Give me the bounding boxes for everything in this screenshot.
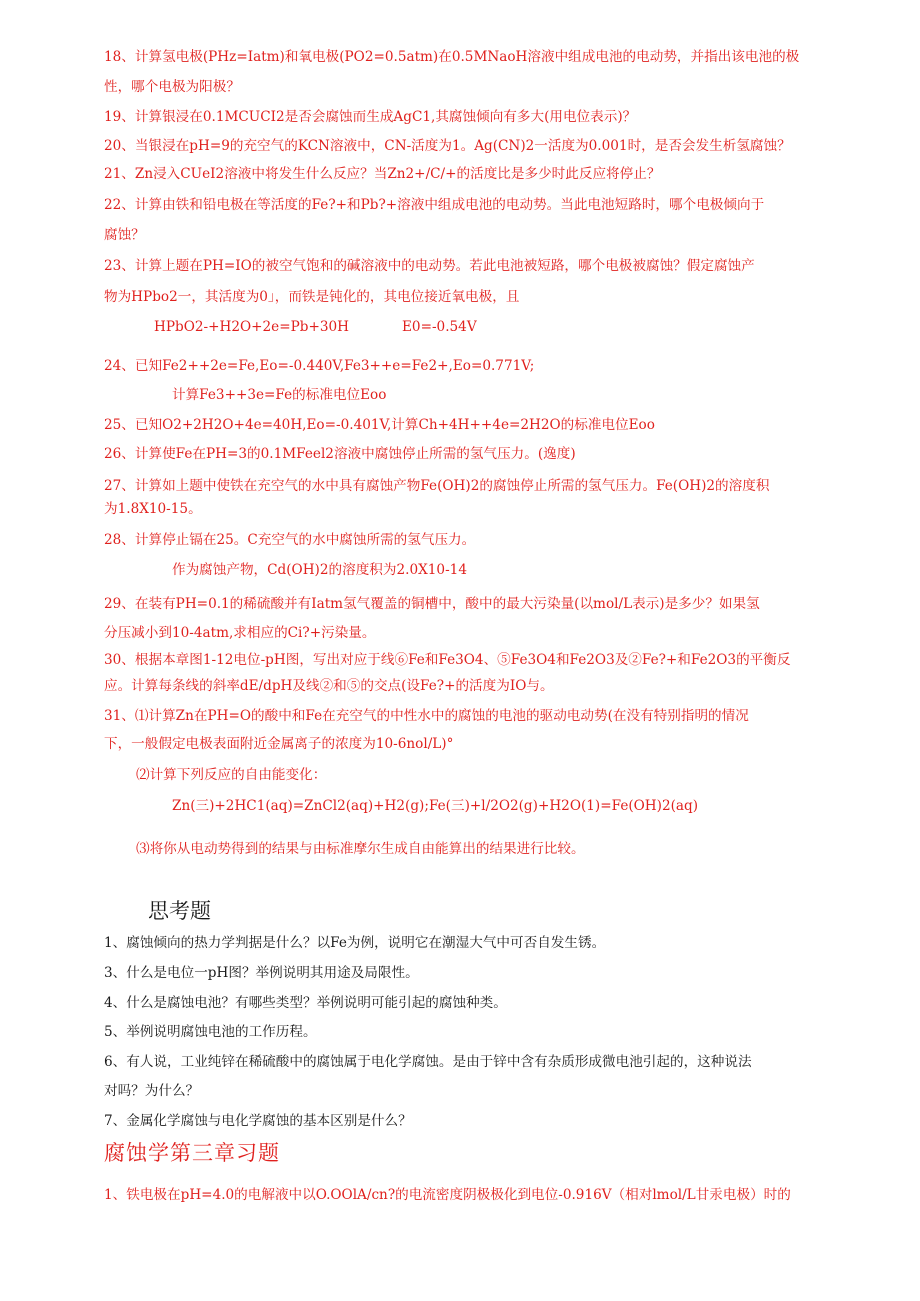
problem-23-line-2: 物为HPbo2一，其活度为0」，而铁是钝化的，其电位接近氧电极，且 (104, 289, 520, 305)
problem-20: 20、当银浸在pH=9的充空气的KCN溶液中，CN-活度为1。Ag(CN)2一活度为0.001时，是否会发生析氢腐蚀？ (104, 138, 791, 154)
problem-30-line-2: 应。计算每条线的斜率dE/dpH及线②和⑤的交点(设Fe?+的活度为IO与。 (104, 678, 554, 694)
problem-31-equation: Zn(三)+2HC1(aq)=ZnCl2(aq)+H2(g);Fe(三)+l/2O2(g)+H2O(1)=Fe(OH)2(aq) (172, 798, 699, 814)
problem-23-potential: E0=-0.54V (402, 319, 477, 335)
problem-27-line-2: 为1.8X10-15。 (104, 501, 202, 517)
problem-22-line-2: 腐蚀？ (104, 227, 145, 243)
problem-19: 19、计算银浸在0.1MCUCI2是否会腐蚀而生成AgC1,其腐蚀倾向有多大(用电位表示)？ (104, 109, 637, 125)
problem-23-line-1: 23、计算上题在PH=IO的被空气饱和的碱溶液中的电动势。若此电池被短路，哪个电极被腐蚀？假定腐蚀产 (104, 258, 755, 274)
problem-28-line-2: 作为腐蚀产物，Cd(OH)2的溶度积为2.0X10-14 (172, 562, 467, 578)
problem-25: 25、已知O2+2H2O+4e=40H,Eo=-0.401V,计算Ch+4H++4e=2H2O的标准电位Eoo (104, 417, 655, 433)
problem-29-line-1: 29、在装有PH=0.1的稀硫酸并有Iatm氢气覆盖的铜槽中，酸中的最大污染量(以mol/L表示)是多少？如果氢 (104, 596, 760, 612)
chapter-3-question-1: 1、铁电极在pH=4.0的电解液中以O.OOlA/cn?的电流密度阴极极化到电位-0.916V（相对lmol/L甘汞电极）时的 (104, 1187, 791, 1203)
problem-24-line-1: 24、已知Fe2++2e=Fe,Eo=-0.440V,Fe3++e=Fe2+,Eo=0.771V; (104, 358, 535, 374)
problem-26: 26、计算使Fe在PH=3的0.1MFeel2溶液中腐蚀停止所需的氢气压力。(逸度) (104, 446, 576, 462)
thinking-question-4: 4、什么是腐蚀电池？有哪些类型？举例说明可能引起的腐蚀种类。 (104, 995, 507, 1011)
thinking-question-3: 3、什么是电位一pH图？举例说明其用途及局限性。 (104, 965, 419, 981)
problem-18-line-2: 性，哪个电极为阳极？ (104, 79, 240, 95)
chapter-3-heading: 腐蚀学第三章习题 (104, 1141, 280, 1165)
problem-24-line-2: 计算Fe3++3e=Fe的标准电位Eoo (172, 387, 387, 403)
problem-18-line-1: 18、计算氢电极(PHz=Iatm)和氧电极(PO2=0.5atm)在0.5MNaoH溶液中组成电池的电动势，并指出该电池的极 (104, 49, 800, 65)
problem-27-line-1: 27、计算如上题中使铁在充空气的水中具有腐蚀产物Fe(OH)2的腐蚀停止所需的氢气压力。Fe(OH)2的溶度积 (104, 478, 770, 494)
problem-31-line-4: ⑶将你从电动势得到的结果与由标准摩尔生成自由能算出的结果进行比较。 (136, 841, 585, 857)
thinking-question-1: 1、腐蚀倾向的热力学判据是什么？以Fe为例，说明它在潮湿大气中可否自发生锈。 (104, 935, 606, 951)
problem-22-line-1: 22、计算由铁和铅电极在等活度的Fe?+和Pb?+溶液中组成电池的电动势。当此电池短路时，哪个电极倾向于 (104, 197, 765, 213)
thinking-question-7: 7、金属化学腐蚀与电化学腐蚀的基本区别是什么？ (104, 1113, 412, 1129)
problem-21: 21、Zn浸入CUeI2溶液中将发生什么反应？当Zn2+/C/+的活度比是多少时此反应将停止？ (104, 166, 661, 182)
problem-31-line-3: ⑵计算下列反应的自由能变化： (136, 767, 327, 783)
thinking-question-5: 5、举例说明腐蚀电池的工作历程。 (104, 1024, 317, 1040)
problem-29-line-2: 分压减小到10-4atm,求相应的Ci?+污染量。 (104, 625, 376, 641)
thinking-question-6-line-1: 6、有人说，工业纯锌在稀硫酸中的腐蚀属于电化学腐蚀。是由于锌中含有杂质形成微电池引起的，这种说法 (104, 1054, 752, 1070)
problem-31-line-2: 下，一般假定电极表面附近金属离子的浓度为10-6nol/L)° (104, 736, 454, 752)
problem-31-line-1: 31、⑴计算Zn在PH=O的酸中和Fe在充空气的中性水中的腐蚀的电池的驱动电动势(在没有特别指明的情况 (104, 708, 749, 724)
problem-30-line-1: 30、根据本章图1-12电位-pH图，写出对应于线⑥Fe和Fe3O4、⑤Fe3O4和Fe2O3及②Fe?+和Fe2O3的平衡反 (104, 652, 791, 668)
problem-23-equation: HPbO2-+H2O+2e=Pb+30H (154, 319, 349, 335)
problem-28-line-1: 28、计算停止镉在25。C充空气的水中腐蚀所需的氢气压力。 (104, 532, 476, 548)
thinking-question-6-line-2: 对吗？为什么？ (104, 1083, 200, 1099)
thinking-questions-heading: 思考题 (148, 899, 211, 923)
